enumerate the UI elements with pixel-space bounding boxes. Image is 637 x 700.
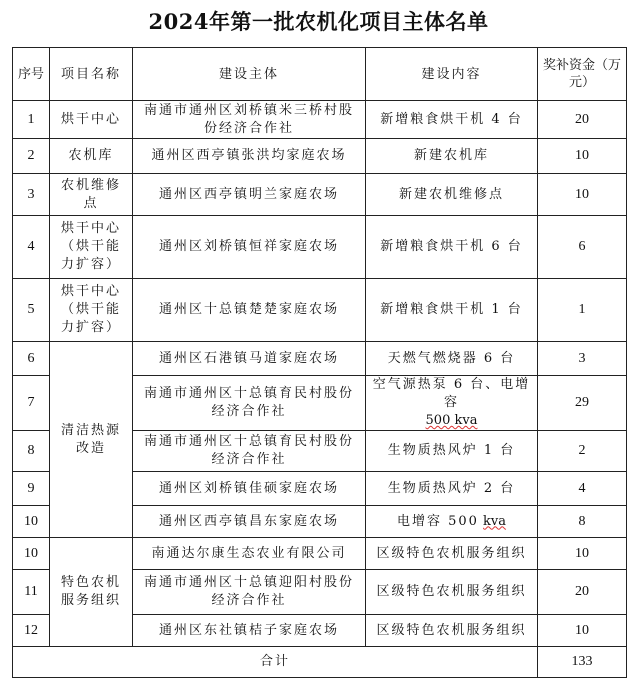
entity-name: 通州区刘桥镇佳硕家庭农场 (133, 472, 366, 506)
funds-value: 1 (538, 279, 627, 342)
project-name: 农机维修点 (50, 174, 133, 216)
row-number: 11 (13, 570, 50, 615)
build-content-text: 空气源热泵 6 台、电增容 (372, 377, 531, 410)
project-name: 清洁热源改造 (50, 342, 133, 538)
project-table (12, 47, 627, 678)
row-number: 6 (13, 342, 50, 376)
entity-name: 通州区石港镇马道家庭农场 (133, 342, 366, 376)
header-content: 建设内容 (366, 48, 538, 101)
header-seq: 序号 (13, 48, 50, 101)
funds-value: 3 (538, 342, 627, 376)
table-row (13, 279, 627, 342)
funds-value: 20 (538, 570, 627, 615)
row-number: 8 (13, 431, 50, 472)
row-number: 12 (13, 615, 50, 647)
build-content-text: 电增容 500 (396, 513, 479, 529)
project-name: 农机库 (50, 139, 133, 174)
table-row (13, 101, 627, 139)
build-content: 新增粮食烘干机 6 台 (366, 216, 538, 279)
header-entity: 建设主体 (133, 48, 366, 101)
row-number: 5 (13, 279, 50, 342)
funds-value: 10 (538, 139, 627, 174)
row-number: 2 (13, 139, 50, 174)
entity-name: 南通市通州区十总镇育民村股份经济合作社 (133, 376, 366, 431)
total-funds: 133 (538, 647, 627, 678)
build-content: 新增粮食烘干机 1 台 (366, 279, 538, 342)
entity-name: 通州区西亭镇昌东家庭农场 (133, 506, 366, 538)
build-content-unit: 500 kva (425, 413, 478, 428)
project-name: 烘干中心（烘干能力扩容） (50, 216, 133, 279)
header-funds: 奖补资金（万元） (538, 48, 627, 101)
build-content: 区级特色农机服务组织 (366, 538, 538, 570)
row-number: 10 (13, 506, 50, 538)
row-number: 7 (13, 376, 50, 431)
funds-value: 10 (538, 538, 627, 570)
row-number: 9 (13, 472, 50, 506)
build-content: 生物质热风炉 1 台 (366, 431, 538, 472)
row-number: 10 (13, 538, 50, 570)
row-number: 4 (13, 216, 50, 279)
project-name: 烘干中心 (50, 101, 133, 139)
entity-name: 通州区西亭镇张洪均家庭农场 (133, 139, 366, 174)
build-content: 区级特色农机服务组织 (366, 615, 538, 647)
funds-value: 6 (538, 216, 627, 279)
table-row (13, 139, 627, 174)
funds-value: 10 (538, 174, 627, 216)
total-row (13, 647, 627, 678)
funds-value: 4 (538, 472, 627, 506)
table-row (13, 538, 627, 570)
funds-value: 20 (538, 101, 627, 139)
funds-value: 10 (538, 615, 627, 647)
entity-name: 通州区十总镇楚楚家庭农场 (133, 279, 366, 342)
project-name: 特色农机服务组织 (50, 538, 133, 647)
build-content: 天燃气燃烧器 6 台 (366, 342, 538, 376)
build-content (366, 376, 538, 431)
entity-name: 南通市通州区十总镇迎阳村股份经济合作社 (133, 570, 366, 615)
build-content (366, 506, 538, 538)
entity-name: 南通市通州区刘桥镇米三桥村股份经济合作社 (133, 101, 366, 139)
project-name: 烘干中心（烘干能力扩容） (50, 279, 133, 342)
entity-name: 通州区刘桥镇恒祥家庭农场 (133, 216, 366, 279)
entity-name: 南通达尔康生态农业有限公司 (133, 538, 366, 570)
row-number: 3 (13, 174, 50, 216)
table-row (13, 342, 627, 376)
page-title: 2024年第一批农机化项目主体名单 (148, 9, 489, 34)
build-content: 新建农机维修点 (366, 174, 538, 216)
funds-value: 29 (538, 376, 627, 431)
build-content-unit: kva (483, 513, 507, 529)
build-content: 区级特色农机服务组织 (366, 570, 538, 615)
funds-value: 8 (538, 506, 627, 538)
header-project-name: 项目名称 (50, 48, 133, 101)
entity-name: 通州区东社镇桔子家庭农场 (133, 615, 366, 647)
build-content: 生物质热风炉 2 台 (366, 472, 538, 506)
table-row (13, 216, 627, 279)
entity-name: 通州区西亭镇明兰家庭农场 (133, 174, 366, 216)
table-row (13, 174, 627, 216)
header-row (13, 48, 627, 101)
build-content: 新建农机库 (366, 139, 538, 174)
row-number: 1 (13, 101, 50, 139)
build-content: 新增粮食烘干机 4 台 (366, 101, 538, 139)
total-label: 合计 (13, 647, 538, 678)
entity-name: 南通市通州区十总镇育民村股份经济合作社 (133, 431, 366, 472)
funds-value: 2 (538, 431, 627, 472)
